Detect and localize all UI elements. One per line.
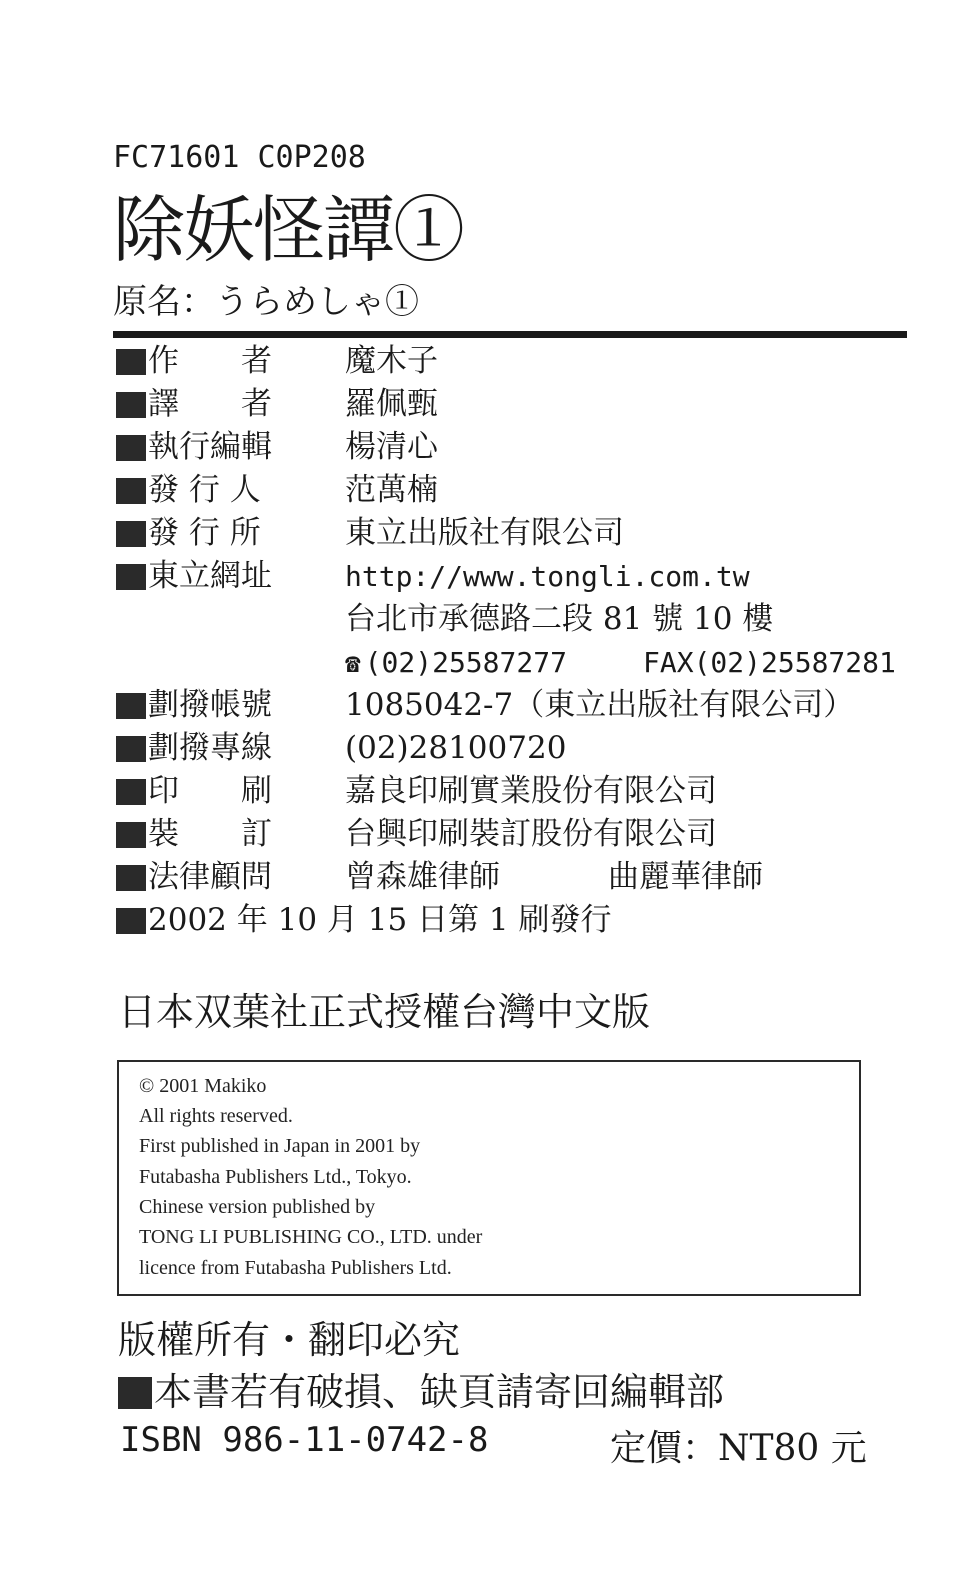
phone-row xyxy=(113,641,903,684)
square-bullet-icon xyxy=(118,1377,152,1409)
copyright-line: TONG LI PUBLISHING CO., LTD. under xyxy=(139,1226,483,1248)
credit-label: 作 者 xyxy=(148,343,272,379)
credit-label: 劃撥專線 xyxy=(148,730,272,766)
square-bullet-icon xyxy=(116,349,146,375)
credit-label: 印 刷 xyxy=(148,773,272,809)
credit-label: 發 行 所 xyxy=(148,515,261,551)
credit-value: 東立出版社有限公司 xyxy=(345,515,624,551)
credit-label: 裝 訂 xyxy=(148,816,272,852)
website-url: http://www.tongli.com.tw xyxy=(345,560,750,593)
square-bullet-icon xyxy=(116,693,146,719)
rights-reserved-notice: 版權所有・翻印必究 xyxy=(118,1318,461,1362)
square-bullet-icon xyxy=(116,865,146,891)
damaged-copy-text: 本書若有破損、缺頁請寄回編輯部 xyxy=(154,1370,725,1414)
credit-row-printer xyxy=(113,770,903,813)
credit-row-postal-account xyxy=(113,684,903,727)
square-bullet-icon xyxy=(116,779,146,805)
copyright-box xyxy=(117,1060,861,1296)
credit-value: 台興印刷裝訂股份有限公司 xyxy=(345,816,717,852)
street-address: 台北市承德路二段 81 號 10 樓 xyxy=(345,601,774,637)
square-bullet-icon xyxy=(116,564,146,590)
square-bullet-icon xyxy=(116,736,146,762)
credit-row-publishing-house xyxy=(113,512,903,555)
credit-value: 嘉良印刷實業股份有限公司 xyxy=(345,773,717,809)
square-bullet-icon xyxy=(116,392,146,418)
copyright-line: First published in Japan in 2001 by xyxy=(139,1135,421,1157)
credit-value: 曾森雄律師 xyxy=(345,859,500,895)
square-bullet-icon xyxy=(116,435,146,461)
damaged-copy-notice xyxy=(118,1368,724,1416)
square-bullet-icon xyxy=(116,478,146,504)
copyright-line: Chinese version published by xyxy=(139,1196,376,1218)
credit-row-website xyxy=(113,555,903,598)
authorization-statement: 日本双葉社正式授權台灣中文版 xyxy=(118,990,651,1034)
credit-row-postal-line xyxy=(113,727,903,770)
copyright-line: All rights reserved. xyxy=(139,1105,293,1127)
credit-label: 劃撥帳號 xyxy=(148,687,272,723)
credit-label: 譯 者 xyxy=(148,386,272,422)
phone-number-group xyxy=(345,641,567,686)
credit-value: 楊清心 xyxy=(345,429,438,465)
credit-label: 發 行 人 xyxy=(148,472,261,508)
address-row xyxy=(113,598,903,641)
book-title: 除妖怪譚① xyxy=(113,188,464,272)
square-bullet-icon xyxy=(116,521,146,547)
credit-row-publisher xyxy=(113,469,903,512)
price: 定價：NT80 元 xyxy=(610,1428,867,1469)
credit-row-editor xyxy=(113,426,903,469)
phone-icon: ☎ xyxy=(345,649,361,679)
title-divider xyxy=(113,331,907,338)
credit-row-translator xyxy=(113,383,903,426)
fax-number: FAX(02)25587281 xyxy=(643,646,896,679)
square-bullet-icon xyxy=(116,908,146,934)
credit-label: 法律顧問 xyxy=(148,859,272,895)
credit-label: 執行編輯 xyxy=(148,429,272,465)
credit-row-legal xyxy=(113,856,903,899)
edition-date: 2002 年 10 月 15 日第 1 刷發行 xyxy=(148,902,612,938)
credits-list xyxy=(113,340,903,942)
original-title: 原名：うらめしゃ① xyxy=(113,282,419,322)
product-code: FC71601 C0P208 xyxy=(113,140,366,175)
copyright-line: © 2001 Makiko xyxy=(139,1075,267,1097)
credit-value: 1085042-7（東立出版社有限公司） xyxy=(345,687,855,723)
credit-row-binder xyxy=(113,813,903,856)
edition-row xyxy=(113,899,903,942)
copyright-line: Futabasha Publishers Ltd., Tokyo. xyxy=(139,1166,412,1188)
square-bullet-icon xyxy=(116,822,146,848)
credit-row-author xyxy=(113,340,903,383)
credit-value: 范萬楠 xyxy=(345,472,438,508)
credit-value-secondary: 曲麗華律師 xyxy=(608,859,763,895)
isbn: ISBN 986-11-0742-8 xyxy=(120,1420,489,1460)
phone-number: (02)25587277 xyxy=(364,646,567,679)
credit-value: 羅佩甄 xyxy=(345,386,438,422)
credit-label: 東立網址 xyxy=(148,558,272,594)
credit-value: (02)28100720 xyxy=(345,730,567,766)
credit-value: 魔木子 xyxy=(345,343,438,379)
copyright-line: licence from Futabasha Publishers Ltd. xyxy=(139,1257,452,1279)
